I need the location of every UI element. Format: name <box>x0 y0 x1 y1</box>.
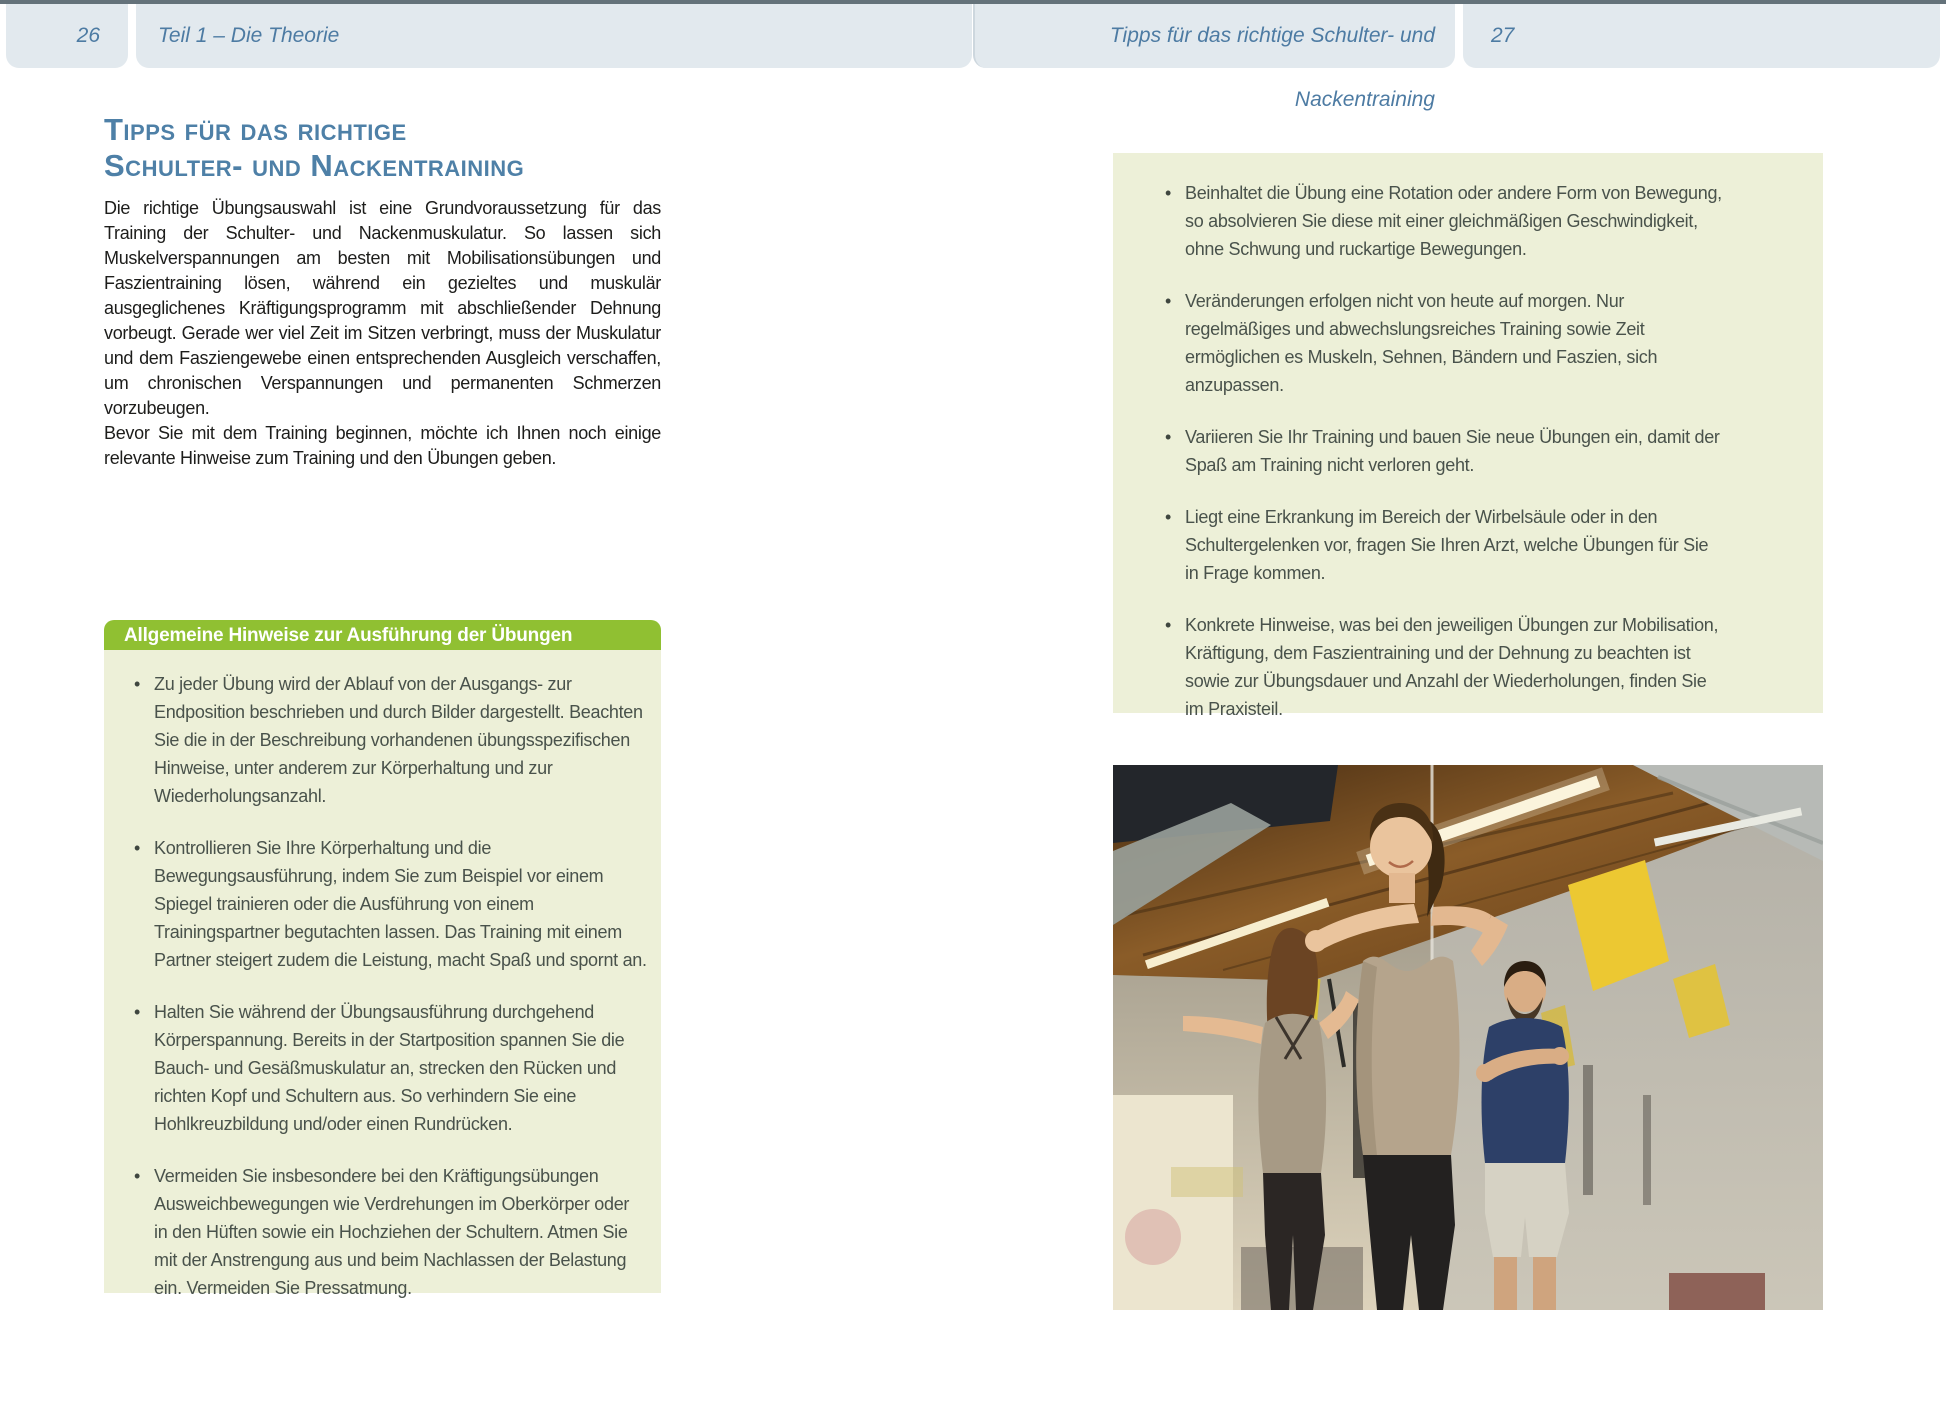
list-item <box>1163 611 1723 723</box>
page-number-left: 26 <box>6 4 128 68</box>
bullet-text: Liegt eine Erkrankung im Bereich der Wirbelsäule oder in den Schultergelenken vor, fragen Sie Ihren Arzt, welche Übungen für Sie in Frage kommen. <box>1185 507 1709 583</box>
list-item <box>1163 179 1723 263</box>
bullet-text: Vermeiden Sie insbesondere bei den Kräftigungsübungen Ausweichbewegungen wie Verdrehungen im Oberkörper oder in den Hüften sowie ein Hochziehen der Schultern. Atmen Sie mit der Anstrengung aus und beim Nachlassen der Belastung ein. Vermeiden Sie Pressatmung. <box>154 1166 630 1298</box>
page-number-right: 27 <box>1463 4 1940 68</box>
bullet-icon: • <box>1165 183 1172 203</box>
list-item <box>1163 423 1723 479</box>
list-item <box>132 670 647 810</box>
bullet-icon: • <box>134 838 141 858</box>
bullet-icon: • <box>134 674 141 694</box>
bullet-text: Veränderungen erfolgen nicht von heute auf morgen. Nur regelmäßiges und abwechslungsreiches Training sowie Zeit ermöglichen es Muskeln, Sehnen, Bändern und Faszien, sich anzupassen. <box>1185 291 1658 395</box>
hints-bullet-list <box>132 670 647 1302</box>
bullet-icon: • <box>1165 507 1172 527</box>
bullet-text: Konkrete Hinweise, was bei den jeweiligen Übungen zur Mobilisation, Kräftigung, dem Faszientraining und der Dehnung zu beachten ist sowie zur Übungsdauer und Anzahl der Wiederholungen, finden Sie im Praxisteil. <box>1185 615 1719 719</box>
page-title-line-1: Tipps für das richtige <box>104 112 407 147</box>
list-item <box>1163 287 1723 399</box>
intro-text <box>104 196 661 471</box>
bullet-icon: • <box>1165 615 1172 635</box>
bullet-text: Beinhaltet die Übung eine Rotation oder andere Form von Bewegung, so absolvieren Sie diese mit einer gleichmäßigen Geschwindigkeit, ohne Schwung und ruckartige Bewegungen. <box>1185 183 1722 259</box>
intro-paragraph-2: Bevor Sie mit dem Training beginnen, möchte ich Ihnen noch einige relevante Hinweise zum Training und den Übungen geben. <box>104 423 661 468</box>
running-head-left: Teil 1 – Die Theorie <box>136 4 972 68</box>
hints-box-title: Allgemeine Hinweise zur Ausführung der Übungen <box>104 620 661 650</box>
list-item <box>132 1162 647 1302</box>
page-title <box>104 112 704 184</box>
running-head-right: Tipps für das richtige Schulter- und Nackentraining <box>973 4 1455 68</box>
tips-box <box>1113 153 1823 719</box>
bullet-text: Halten Sie während der Übungsausführung durchgehend Körperspannung. Bereits in der Startposition spannen Sie die Bauch- und Gesäßmuskulatur an, strecken den Rücken und richten Kopf und Schultern aus. So verhindern Sie eine Hohlkreuzbildung und/oder einen Rundrücken. <box>154 1002 625 1134</box>
hints-box <box>104 650 661 1298</box>
bullet-icon: • <box>134 1002 141 1022</box>
page-title-line-2: Schulter- und Nackentraining <box>104 148 525 183</box>
bullet-icon: • <box>1165 427 1172 447</box>
list-item <box>132 998 647 1138</box>
gym-photo <box>1113 765 1823 1310</box>
bullet-icon: • <box>1165 291 1172 311</box>
bullet-text: Kontrollieren Sie Ihre Körperhaltung und die Bewegungsausführung, indem Sie zum Beispiel vor einem Spiegel trainieren oder die Ausführung von einem Trainingspartner begutachten lassen. Das Training mit einem Partner steigert zudem die Leistung, macht Spaß und spornt an. <box>154 838 647 970</box>
bullet-text: Variieren Sie Ihr Training und bauen Sie neue Übungen ein, damit der Spaß am Training nicht verloren geht. <box>1185 427 1720 475</box>
bullet-icon: • <box>134 1166 141 1186</box>
tips-bullet-list <box>1163 179 1723 723</box>
intro-paragraph-1: Die richtige Übungsauswahl ist eine Grundvoraussetzung für das Training der Schulter- und Nackenmuskulatur. So lassen sich Muskelverspannungen am besten mit Mobilisationsübungen und Faszientraining lösen, während ein gezieltes und muskulär ausgeglichenes Kräftigungsprogramm mit abschließender Dehnung vorbeugt. Gerade wer viel Zeit im Sitzen verbringt, muss der Muskulatur und dem Fasziengewebe einen entsprechenden Ausgleich verschaffen, um chronischen Verspannungen und permanenten Schmerzen vorzubeugen. <box>104 198 661 418</box>
gym-photo-illustration <box>1113 765 1823 1310</box>
bullet-text: Zu jeder Übung wird der Ablauf von der Ausgangs- zur Endposition beschrieben und durch Bilder dargestellt. Beachten Sie die in der Beschreibung vorhandenen übungsspezifischen Hinweise, unter anderem zur Körperhaltung und zur Wiederholungsanzahl. <box>154 674 643 806</box>
list-item <box>132 834 647 974</box>
list-item <box>1163 503 1723 587</box>
